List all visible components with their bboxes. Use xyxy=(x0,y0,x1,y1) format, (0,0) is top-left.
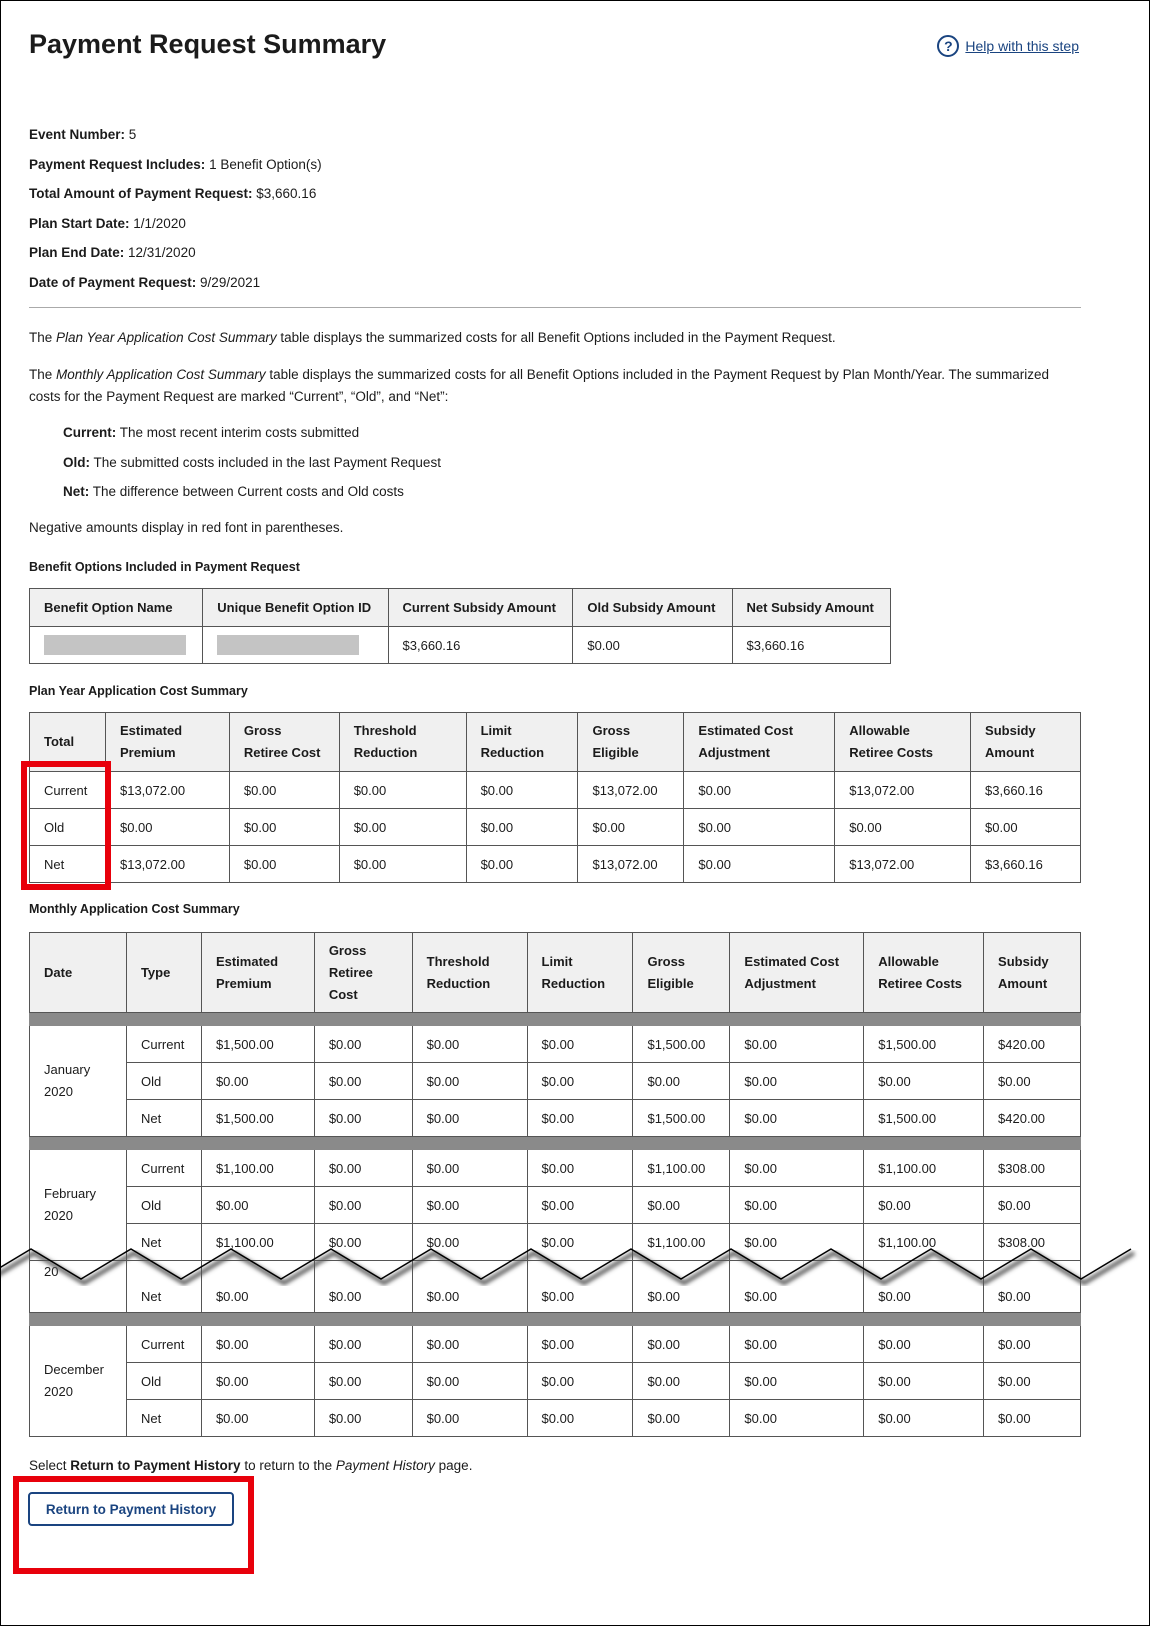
month-separator xyxy=(30,1137,1081,1150)
description-plan-year: The Plan Year Application Cost Summary table displays the summarized costs for all Benefit Options included in the Payment Request. xyxy=(29,330,836,345)
definition: Net: The difference between Current costs and Old costs xyxy=(63,484,404,499)
benefit-option-name-redacted xyxy=(30,627,203,664)
column-header: Gross Retiree Cost xyxy=(229,713,339,772)
column-header: Estimated Premium xyxy=(105,713,229,772)
return-to-payment-history-button[interactable]: Return to Payment History xyxy=(28,1492,234,1526)
month-separator xyxy=(30,1313,1081,1326)
definition: Current: The most recent interim costs submitted xyxy=(63,425,360,440)
table-row: January 2020 Current $1,500.00 $0.00 $0.00 $0.00 $1,500.00 $0.00 $1,500.00 $420.00 xyxy=(30,1026,1081,1063)
negative-note: Negative amounts display in red font in parentheses. xyxy=(29,520,344,535)
table-row: Net $1,100.00 $0.00 $0.00 $0.00 $1,100.00 $0.00 $1,100.00 $308.00 xyxy=(30,1224,1081,1261)
column-header: Threshold Reduction xyxy=(412,933,527,1013)
table-row: February 2020 Current $1,100.00 $0.00 $0.00 $0.00 $1,100.00 $0.00 $1,100.00 $308.00 xyxy=(30,1150,1081,1187)
definition: Old: The submitted costs included in the last Payment Request xyxy=(63,454,441,470)
column-header: Estimated Cost Adjustment xyxy=(684,713,835,772)
column-header: Current Subsidy Amount xyxy=(388,589,573,627)
month-separator xyxy=(30,1013,1081,1026)
column-header: Allowable Retiree Costs xyxy=(835,713,971,772)
column-header: Limit Reduction xyxy=(466,713,578,772)
column-header: Estimated Cost Adjustment xyxy=(730,933,864,1013)
info-line: Payment Request Includes: 1 Benefit Option(s) xyxy=(29,156,322,172)
table-row: Old $0.00 $0.00 $0.00 $0.00 $0.00 $0.00 $0.00 $0.00 xyxy=(30,1187,1081,1224)
info-line: Date of Payment Request: 9/29/2021 xyxy=(29,274,261,290)
highlight-total-column xyxy=(21,761,111,890)
description-monthly: The Monthly Application Cost Summary table displays the summarized costs for all Benefit Options included in the Payment Request by Plan Month/Year. The summarized costs for the Payment Request are marked “Current”, “Old”, and “Net”: xyxy=(29,367,1050,404)
info-line: Plan Start Date: 1/1/2020 xyxy=(29,215,186,231)
column-header: Threshold Reduction xyxy=(339,713,466,772)
plan-year-table xyxy=(29,712,1081,883)
column-header: Total xyxy=(30,713,106,772)
page-title: Payment Request Summary xyxy=(29,29,387,59)
column-header: Type xyxy=(126,933,201,1013)
column-header: Subsidy Amount xyxy=(984,933,1081,1013)
column-header: Old Subsidy Amount xyxy=(573,589,732,627)
column-header: Allowable Retiree Costs xyxy=(864,933,984,1013)
page-break-zigzag xyxy=(1,1241,1150,1301)
table-row: Current $13,072.00 $0.00 $0.00 $0.00 $13,072.00 $0.00 $13,072.00 $3,660.16 xyxy=(30,772,1081,809)
table-row: $3,660.16 $0.00 $3,660.16 xyxy=(30,627,891,664)
column-header: Limit Reduction xyxy=(527,933,633,1013)
monthly-table xyxy=(29,932,1081,1437)
plan-year-caption: Plan Year Application Cost Summary xyxy=(29,684,248,698)
column-header: Gross Retiree Cost xyxy=(314,933,412,1013)
table-row: Net $0.00 $0.00 $0.00 $0.00 $0.00 $0.00 $0.00 $0.00 xyxy=(30,1400,1081,1437)
question-circle-icon: ? xyxy=(937,35,959,57)
table-row: Old $0.00 $0.00 $0.00 $0.00 $0.00 $0.00 $0.00 $0.00 xyxy=(30,1363,1081,1400)
table-row: Old $0.00 $0.00 $0.00 $0.00 $0.00 $0.00 $0.00 $0.00 xyxy=(30,1063,1081,1100)
benefit-options-table xyxy=(29,588,891,664)
request-info xyxy=(29,127,322,304)
column-header: Benefit Option Name xyxy=(30,589,203,627)
column-header: Subsidy Amount xyxy=(971,713,1081,772)
table-row: December 2020 Current $0.00 $0.00 $0.00 $0.00 $0.00 $0.00 $0.00 $0.00 xyxy=(30,1326,1081,1363)
column-header: Unique Benefit Option ID xyxy=(203,589,388,627)
month-date: February 2020 xyxy=(30,1150,127,1261)
column-header: Net Subsidy Amount xyxy=(732,589,890,627)
month-date: 20 xyxy=(30,1261,127,1313)
table-row: Net $1,500.00 $0.00 $0.00 $0.00 $1,500.00 $0.00 $1,500.00 $420.00 xyxy=(30,1100,1081,1137)
info-line: Total Amount of Payment Request: $3,660.16 xyxy=(29,186,317,201)
table-row: Old $0.00 $0.00 $0.00 $0.00 $0.00 $0.00 $0.00 $0.00 xyxy=(30,809,1081,846)
column-header: Gross Eligible xyxy=(578,713,684,772)
info-line: Event Number: 5 xyxy=(29,127,137,142)
month-date: December 2020 xyxy=(30,1326,127,1437)
info-line: Plan End Date: 12/31/2020 xyxy=(29,245,196,260)
benefit-option-id-redacted xyxy=(203,627,388,664)
help-link[interactable]: ? Help with this step xyxy=(937,35,1079,57)
monthly-caption: Monthly Application Cost Summary xyxy=(29,902,240,916)
benefit-caption: Benefit Options Included in Payment Request xyxy=(29,560,300,574)
divider xyxy=(29,307,1081,308)
table-row: 20 Net $0.00 $0.00 $0.00 $0.00 $0.00 $0.00 $0.00 $0.00 xyxy=(30,1261,1081,1313)
column-header: Date xyxy=(30,933,127,1013)
table-row: Net $13,072.00 $0.00 $0.00 $0.00 $13,072.00 $0.00 $13,072.00 $3,660.16 xyxy=(30,846,1081,883)
return-instructions: Select Return to Payment History to return to the Payment History page. xyxy=(29,1458,473,1473)
column-header: Estimated Premium xyxy=(201,933,314,1013)
column-header: Gross Eligible xyxy=(633,933,730,1013)
month-date: January 2020 xyxy=(30,1026,127,1137)
